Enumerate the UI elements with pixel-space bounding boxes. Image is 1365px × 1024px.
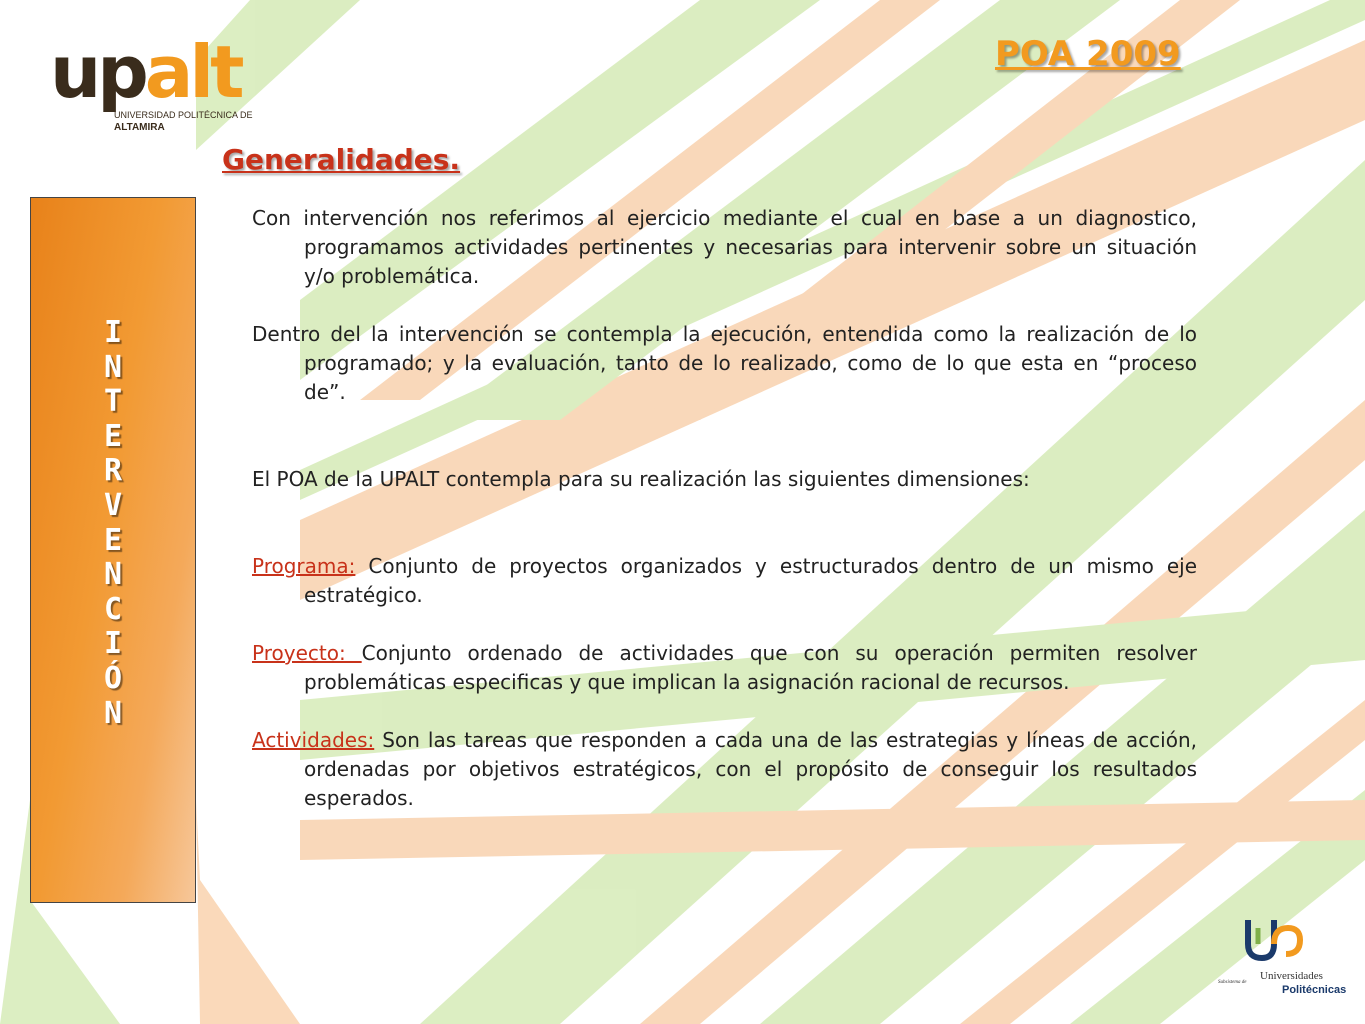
- poa-title: POA 2009: [995, 34, 1181, 74]
- body-content: [252, 204, 1197, 813]
- up-emblem-icon: [1244, 910, 1304, 966]
- definition-text: Son las tareas que responden a cada una de las estrategias y líneas de acción, ordenadas por objetivos estratégicos, con el propósito de conseguir los resultados esperados.: [304, 728, 1197, 810]
- term-proyecto: Proyecto:: [252, 641, 362, 665]
- paragraph-intervention: Con intervención nos referimos al ejercicio mediante el cual en base a un diagnostico, programamos actividades pertinentes y necesarias para intervenir sobre un situación y/o problemática.: [252, 206, 1197, 288]
- term-programa: Programa:: [252, 554, 356, 578]
- section-title: Generalidades.: [222, 143, 461, 176]
- vertical-letter: T: [103, 384, 123, 420]
- definition-programa: [252, 552, 1197, 610]
- paragraph-dimensions-intro: El POA de la UPALT contempla para su realización las siguientes dimensiones:: [252, 467, 1030, 491]
- logo-line1: UNIVERSIDAD POLITÉCNICA DE: [114, 110, 253, 120]
- footer-politecnicas: Politécnicas: [1282, 984, 1347, 996]
- vertical-letter: N: [103, 557, 123, 593]
- definition-text: Conjunto ordenado de actividades que con su operación permiten resolver problemáticas especificas y que implican la asignación racional de recursos.: [304, 641, 1197, 694]
- vertical-letter: E: [103, 418, 123, 454]
- vertical-word: [31, 316, 195, 731]
- vertical-letter: N: [103, 349, 123, 385]
- vertical-letter: R: [103, 453, 123, 489]
- vertical-letter: Ó: [103, 660, 123, 696]
- term-actividades: Actividades:: [252, 728, 375, 752]
- universidades-politecnicas-logo: [1218, 910, 1348, 1010]
- paragraph-execution: Dentro del la intervención se contempla la ejecución, entendida como la realización de lo programado; y la evaluación, tanto de lo realizado, como de lo que esta en “proceso de”.: [252, 322, 1197, 404]
- vertical-letter: I: [103, 315, 123, 350]
- upalt-logo: [50, 30, 253, 136]
- vertical-title-panel: [30, 197, 196, 903]
- definition-text: Conjunto de proyectos organizados y estructurados dentro de un mismo eje estratégico.: [304, 554, 1197, 607]
- vertical-letter: V: [103, 487, 123, 523]
- definition-proyecto: [252, 639, 1197, 697]
- footer-subsystem: Subsistema de: [1218, 980, 1247, 985]
- definition-actividades: [252, 726, 1197, 813]
- footer-universidades: Universidades: [1260, 970, 1323, 982]
- vertical-letter: C: [103, 591, 123, 627]
- vertical-letter: I: [103, 626, 123, 662]
- logo-line2: ALTAMIRA: [114, 122, 165, 133]
- vertical-letter: N: [103, 695, 123, 731]
- vertical-letter: E: [103, 522, 123, 558]
- logo-wordmark: upalt: [50, 30, 241, 114]
